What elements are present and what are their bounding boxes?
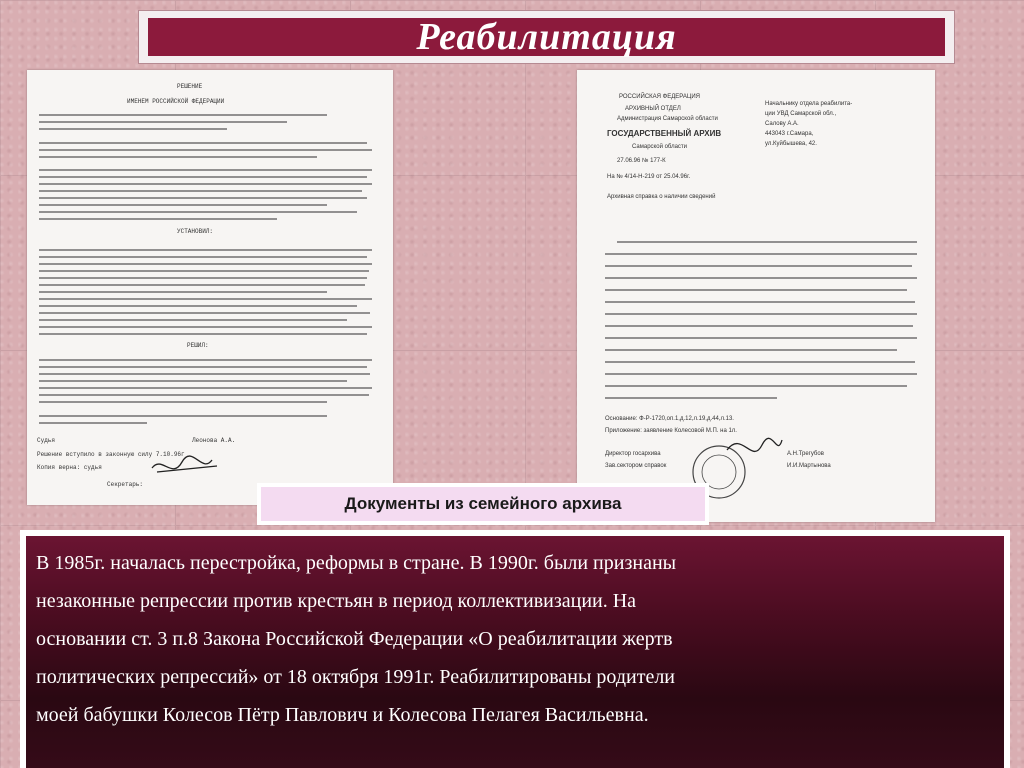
doc-right-text-lines (605, 242, 917, 398)
doc-right-director-label: Директор госархива (605, 451, 661, 457)
body-line: политических репрессий» от 18 октября 1991г. Реабилитированы родители (36, 666, 676, 688)
body-panel (20, 530, 1010, 768)
doc-left-text-lines (39, 115, 372, 423)
archive-certificate-document (577, 70, 935, 522)
title-frame (138, 10, 955, 64)
doc-right-org1: РОССИЙСКАЯ ФЕДЕРАЦИЯ (619, 94, 700, 100)
doc-right-ref-number: На № 4/14-Н-219 от 25.04.96г. (607, 174, 691, 180)
doc-left-subheader: ИМЕНЕМ РОССИЙСКОЙ ФЕДЕРАЦИИ (127, 98, 225, 105)
body-line: основании ст. 3 п.8 Закона Российской Федерации «О реабилитации жертв (36, 628, 673, 650)
doc-left-decided: РЕШИЛ: (187, 342, 209, 349)
doc-left-judge-name: Леонова А.А. (192, 437, 236, 444)
caption-text: Документы из семейного архива (261, 487, 705, 521)
doc-right-org3: Администрация Самарской области (617, 116, 718, 122)
caption-box (257, 483, 709, 525)
doc-right-head-label: Зав.сектором справок (605, 463, 667, 469)
doc-right-addressee2: ции УВД Самарской обл., (765, 111, 837, 117)
doc-right-org2: АРХИВНЫЙ ОТДЕЛ (625, 106, 681, 112)
doc-right-signature (727, 438, 782, 451)
body-text (26, 536, 1004, 768)
doc-right-addressee5: ул.Куйбышева, 42. (765, 141, 817, 147)
doc-right-director-name: А.Н.Трегубов (787, 451, 824, 457)
doc-left-effective: Решение вступило в законную силу 7.10.96г (37, 451, 185, 458)
doc-right-org5: Самарской области (632, 144, 688, 150)
doc-right-addressee3: Салову А.А. (765, 121, 799, 127)
doc-left-judge-label: Судья (37, 437, 56, 444)
doc-right-basis: Основание: Ф-Р-1720,оп.1,д.12,л.19,д.44,л.13. (605, 416, 734, 422)
doc-right-addressee4: 443043 г.Самара, (765, 131, 814, 137)
court-decision-document (27, 70, 393, 505)
doc-right-org4: ГОСУДАРСТВЕННЫЙ АРХИВ (607, 129, 722, 138)
body-line: В 1985г. началась перестройка, реформы в стране. В 1990г. были признаны (36, 552, 677, 574)
doc-left-established: УСТАНОВИЛ: (177, 228, 214, 235)
court-decision-scan (27, 70, 393, 505)
doc-left-signature (152, 456, 217, 472)
doc-right-subject: Архивная справка о наличии сведений (607, 194, 716, 200)
doc-right-attachment: Приложение: заявление Колесовой М.П. на 1л. (605, 428, 737, 434)
body-line: незаконные репрессии против крестьян в период коллективизации. На (36, 590, 637, 612)
doc-right-addressee1: Начальнику отдела реабилита- (765, 101, 853, 107)
doc-right-date-number: 27.06.96 № 177-К (617, 158, 666, 164)
doc-left-copy-label: Копия верна: судья (37, 464, 102, 471)
doc-left-header: РЕШЕНИЕ (177, 83, 203, 90)
title-bar (148, 18, 945, 56)
body-line: моей бабушки Колесов Пётр Павлович и Колесова Пелагея Васильевна. (36, 704, 649, 726)
doc-right-head-name: И.И.Мартынова (787, 463, 831, 469)
archive-certificate-scan (577, 70, 935, 522)
doc-left-secretary: Секретарь: (107, 481, 144, 488)
slide-title: Реабилитация (416, 16, 677, 58)
